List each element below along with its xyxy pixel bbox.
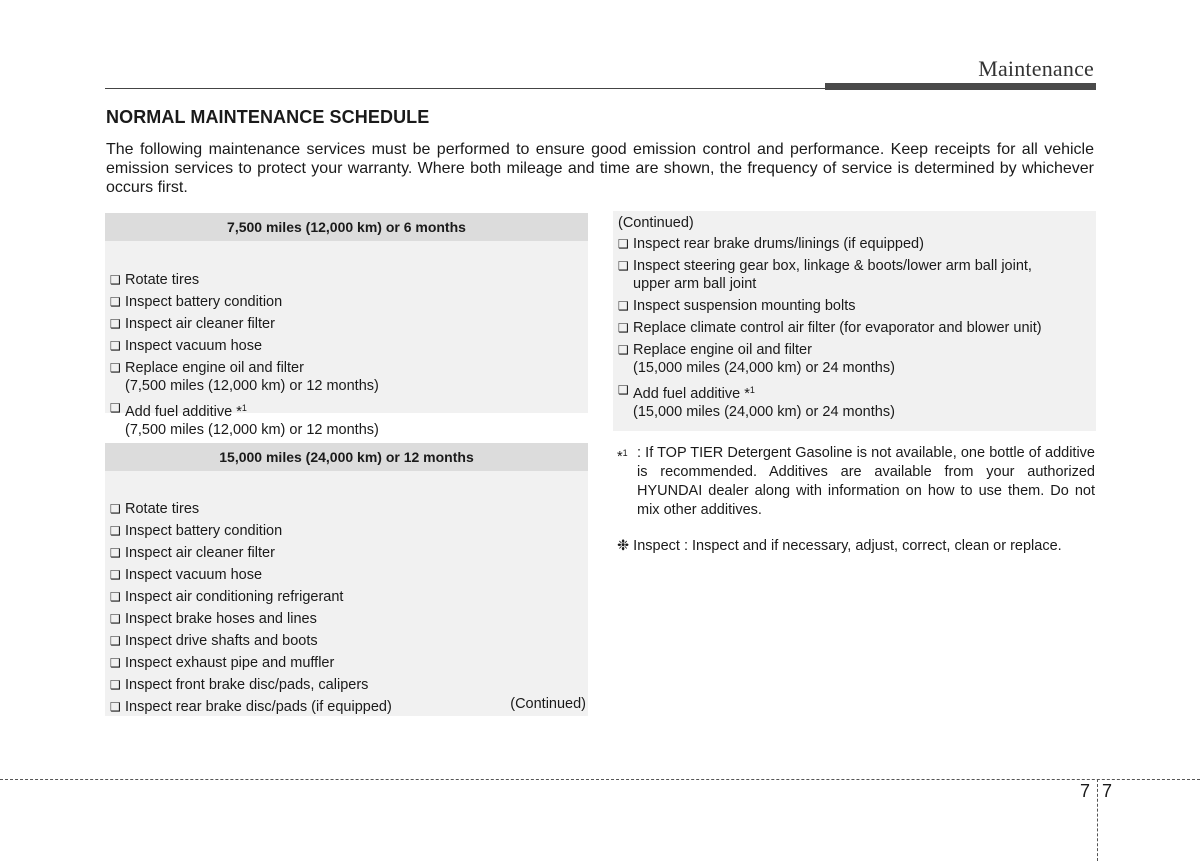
continued-heading: (Continued) <box>618 215 694 231</box>
checkbox-icon: ❑ <box>110 656 121 670</box>
checklist-item-interval: (7,500 miles (12,000 km) or 12 months) <box>125 378 379 394</box>
checklist-item <box>613 341 1096 377</box>
checkbox-icon: ❑ <box>618 259 629 273</box>
footnote-mark: *$^1$ <box>617 448 628 465</box>
page-heading: NORMAL MAINTENANCE SCHEDULE <box>106 107 430 127</box>
schedule-7500-title: 7,500 miles (12,000 km) or 6 months <box>105 213 588 241</box>
checklist-item-label: Replace engine oil and filter <box>125 360 304 376</box>
checklist-item-label: Inspect front brake disc/pads, calipers <box>125 677 369 693</box>
page-number: 7 <box>1102 781 1113 801</box>
checklist-item <box>105 315 588 333</box>
checklist-item-label: Inspect air conditioning refrigerant <box>125 589 344 605</box>
checklist-item <box>105 676 588 694</box>
checklist-item-label: Inspect suspension mounting bolts <box>633 298 856 314</box>
checkbox-icon: ❑ <box>110 568 121 582</box>
checkbox-icon: ❑ <box>618 383 629 397</box>
checklist-item-label: Inspect steering gear box, linkage & boots/lower arm ball joint, <box>633 258 1032 274</box>
checkbox-icon: ❑ <box>110 317 121 331</box>
intro-paragraph: The following maintenance services must be performed to ensure good emission control and performance. Keep receipts for all vehicle emission services to protect your warranty. Where both mileage and time are shown, the frequency of service is determined by whichever occurs first. <box>106 141 1094 196</box>
checklist-item <box>105 566 588 584</box>
checklist-item <box>613 297 1096 315</box>
checklist-item-label: Inspect air cleaner filter <box>125 316 275 332</box>
checklist-item-label: Inspect vacuum hose <box>125 567 263 583</box>
section-title: Maintenance <box>978 56 1094 81</box>
schedule-7500-box <box>105 213 588 438</box>
header-rule-accent <box>825 83 1096 90</box>
checkbox-icon: ❑ <box>110 361 121 375</box>
checklist-item-label: Add fuel additive * <box>633 386 750 402</box>
header-rule <box>105 88 825 89</box>
checkbox-icon: ❑ <box>110 295 121 309</box>
checklist-item-interval: upper arm ball joint <box>633 276 757 292</box>
checkbox-icon: ❑ <box>618 343 629 357</box>
chapter-number: 7 <box>1080 781 1091 801</box>
checklist-item-label: Replace engine oil and filter <box>633 342 812 358</box>
checklist-item-label: Inspect battery condition <box>125 294 283 310</box>
checklist-item-interval: (15,000 miles (24,000 km) or 24 months) <box>633 360 895 376</box>
checklist-item-label: Inspect drive shafts and boots <box>125 633 318 649</box>
checklist-item <box>105 359 588 395</box>
schedule-7500-list <box>105 241 588 439</box>
checklist-item-label: Inspect rear brake disc/pads (if equipped) <box>125 699 392 715</box>
checklist-item <box>105 654 588 672</box>
checkbox-icon: ❑ <box>110 612 121 626</box>
checkbox-icon: ❑ <box>110 524 121 538</box>
schedule-15000-list <box>105 471 588 716</box>
footer-rule <box>0 779 1200 780</box>
continued-label: (Continued) <box>510 696 586 712</box>
checkbox-icon: ❑ <box>110 273 121 287</box>
checklist-item <box>613 381 1096 421</box>
checklist-item <box>105 293 588 311</box>
footnote-text: : If TOP TIER Detergent Gasoline is not available, one bottle of additive is recommended. Additives are available from your authorized HYUNDAI dealer along with information on how to use them. Do not mix other additives. <box>637 445 1095 518</box>
checkbox-icon: ❑ <box>110 700 121 714</box>
checklist-item <box>105 522 588 540</box>
checkbox-icon: ❑ <box>110 401 121 415</box>
footnote <box>617 444 1095 520</box>
schedule-15000-box <box>105 443 588 716</box>
checkbox-icon: ❑ <box>110 678 121 692</box>
checklist-item <box>105 399 588 439</box>
checklist-item <box>105 337 588 355</box>
checklist-item-label: Rotate tires <box>125 272 200 288</box>
checkbox-icon: ❑ <box>110 502 121 516</box>
checklist-item-interval: (15,000 miles (24,000 km) or 24 months) <box>633 404 895 420</box>
checkbox-icon: ❑ <box>618 237 629 251</box>
checkbox-icon: ❑ <box>618 299 629 313</box>
checkbox-icon: ❑ <box>110 634 121 648</box>
checklist-item <box>105 500 588 518</box>
schedule-15000-title: 15,000 miles (24,000 km) or 12 months <box>105 443 588 471</box>
checklist-item-label: Inspect rear brake drums/linings (if equipped) <box>633 236 924 252</box>
checklist-item-interval: (7,500 miles (12,000 km) or 12 months) <box>125 422 379 438</box>
checklist-item-label: Add fuel additive * <box>125 404 242 420</box>
checklist-item-label: Rotate tires <box>125 501 200 517</box>
checkbox-icon: ❑ <box>618 321 629 335</box>
checklist-item <box>105 544 588 562</box>
schedule-15000-continued-box <box>613 211 1096 431</box>
checkbox-icon: ❑ <box>110 590 121 604</box>
footnote-ref: 1 <box>241 403 247 413</box>
checklist-item-label: Inspect brake hoses and lines <box>125 611 317 627</box>
checklist-item <box>613 257 1096 293</box>
checklist-item <box>105 588 588 606</box>
checklist-item-label: Replace climate control air filter (for evaporator and blower unit) <box>633 320 1042 336</box>
footnote-ref: 1 <box>749 385 755 395</box>
checklist-item-label: Inspect vacuum hose <box>125 338 263 354</box>
schedule-15000-continued-list <box>613 235 1096 421</box>
checklist-item <box>613 319 1096 337</box>
checklist-item <box>105 271 588 289</box>
checklist-item-label: Inspect battery condition <box>125 523 283 539</box>
checkbox-icon: ❑ <box>110 546 121 560</box>
checklist-item-label: Inspect air cleaner filter <box>125 545 275 561</box>
checkbox-icon: ❑ <box>110 339 121 353</box>
checklist-item <box>105 632 588 650</box>
checklist-item <box>613 235 1096 253</box>
inspect-note: ❉ Inspect : Inspect and if necessary, adjust, correct, clean or replace. <box>617 538 1062 554</box>
checklist-item <box>105 610 588 628</box>
footer-divider <box>1097 779 1098 861</box>
checklist-item-label: Inspect exhaust pipe and muffler <box>125 655 335 671</box>
